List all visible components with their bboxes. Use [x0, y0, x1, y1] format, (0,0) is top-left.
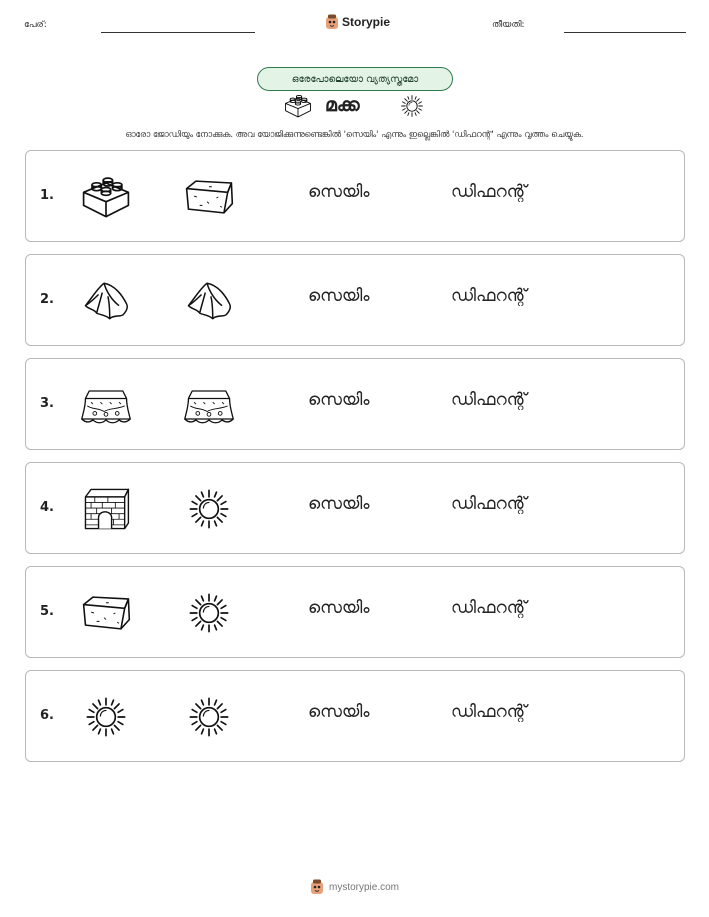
question-row	[25, 462, 685, 554]
question-number: 5.	[40, 604, 54, 619]
stone-house-icon	[78, 484, 134, 534]
lego-brick-icon	[78, 172, 134, 222]
different-option[interactable]: ഡിഫറന്റ്	[451, 598, 527, 618]
different-option[interactable]: ഡിഫറന്റ്	[451, 494, 527, 514]
footer	[0, 879, 709, 895]
name-blank-line[interactable]	[101, 32, 255, 33]
same-option[interactable]: സെയിം	[308, 286, 370, 306]
question-row	[25, 670, 685, 762]
sun-icon	[181, 692, 237, 742]
brand-name: Storypie	[342, 15, 391, 29]
draped-cloth-icon	[78, 276, 134, 326]
same-option[interactable]: സെയിം	[308, 494, 370, 514]
question-row	[25, 358, 685, 450]
footer-url[interactable]: mystorypie.com	[328, 881, 399, 893]
different-option[interactable]: ഡിഫറന്റ്	[451, 390, 527, 410]
lego-brick-icon	[282, 93, 314, 119]
question-number: 4.	[40, 500, 54, 515]
different-option[interactable]: ഡിഫറന്റ്	[451, 286, 527, 306]
draped-cloth-icon	[181, 276, 237, 326]
tablecloth-icon	[181, 380, 237, 430]
question-row	[25, 150, 685, 242]
question-number: 3.	[40, 396, 54, 411]
sun-icon	[396, 93, 428, 119]
stone-block-icon	[181, 172, 237, 222]
question-number: 2.	[40, 292, 54, 307]
brand	[325, 14, 390, 30]
sun-icon	[78, 692, 134, 742]
same-option[interactable]: സെയിം	[308, 598, 370, 618]
same-option[interactable]: സെയിം	[308, 182, 370, 202]
instructions: ഓരോ ജോഡിയും നോക്കുക. അവ യോജിക്കുന്നുണ്ടെങ്കിൽ 'സെയിം' എന്നും ഇല്ലെങ്കിൽ 'ഡിഫറന്റ്' എന്നും വൃത്തം ചെയ്യുക.	[125, 129, 584, 139]
stone-block-icon	[78, 588, 134, 638]
question-number: 6.	[40, 708, 54, 723]
date-label: തീയതി:	[492, 20, 525, 30]
date-blank-line[interactable]	[564, 32, 686, 33]
question-row	[25, 254, 685, 346]
worksheet-title: ഒരേപോലെയോ വ്യത്യസ്തമോ	[257, 67, 453, 91]
sun-icon	[181, 484, 237, 534]
sun-icon	[181, 588, 237, 638]
storypie-logo-icon	[325, 14, 339, 30]
same-option[interactable]: സെയിം	[308, 390, 370, 410]
same-option[interactable]: സെയിം	[308, 702, 370, 722]
storypie-logo-icon	[310, 879, 324, 895]
tablecloth-icon	[78, 380, 134, 430]
different-option[interactable]: ഡിഫറന്റ്	[451, 702, 527, 722]
target-word: മക്ക	[325, 94, 360, 116]
worksheet-header	[0, 14, 709, 40]
question-number: 1.	[40, 188, 54, 203]
question-row	[25, 566, 685, 658]
name-label: പേര്:	[24, 20, 47, 30]
target-word-row	[0, 93, 709, 121]
different-option[interactable]: ഡിഫറന്റ്	[451, 182, 527, 202]
